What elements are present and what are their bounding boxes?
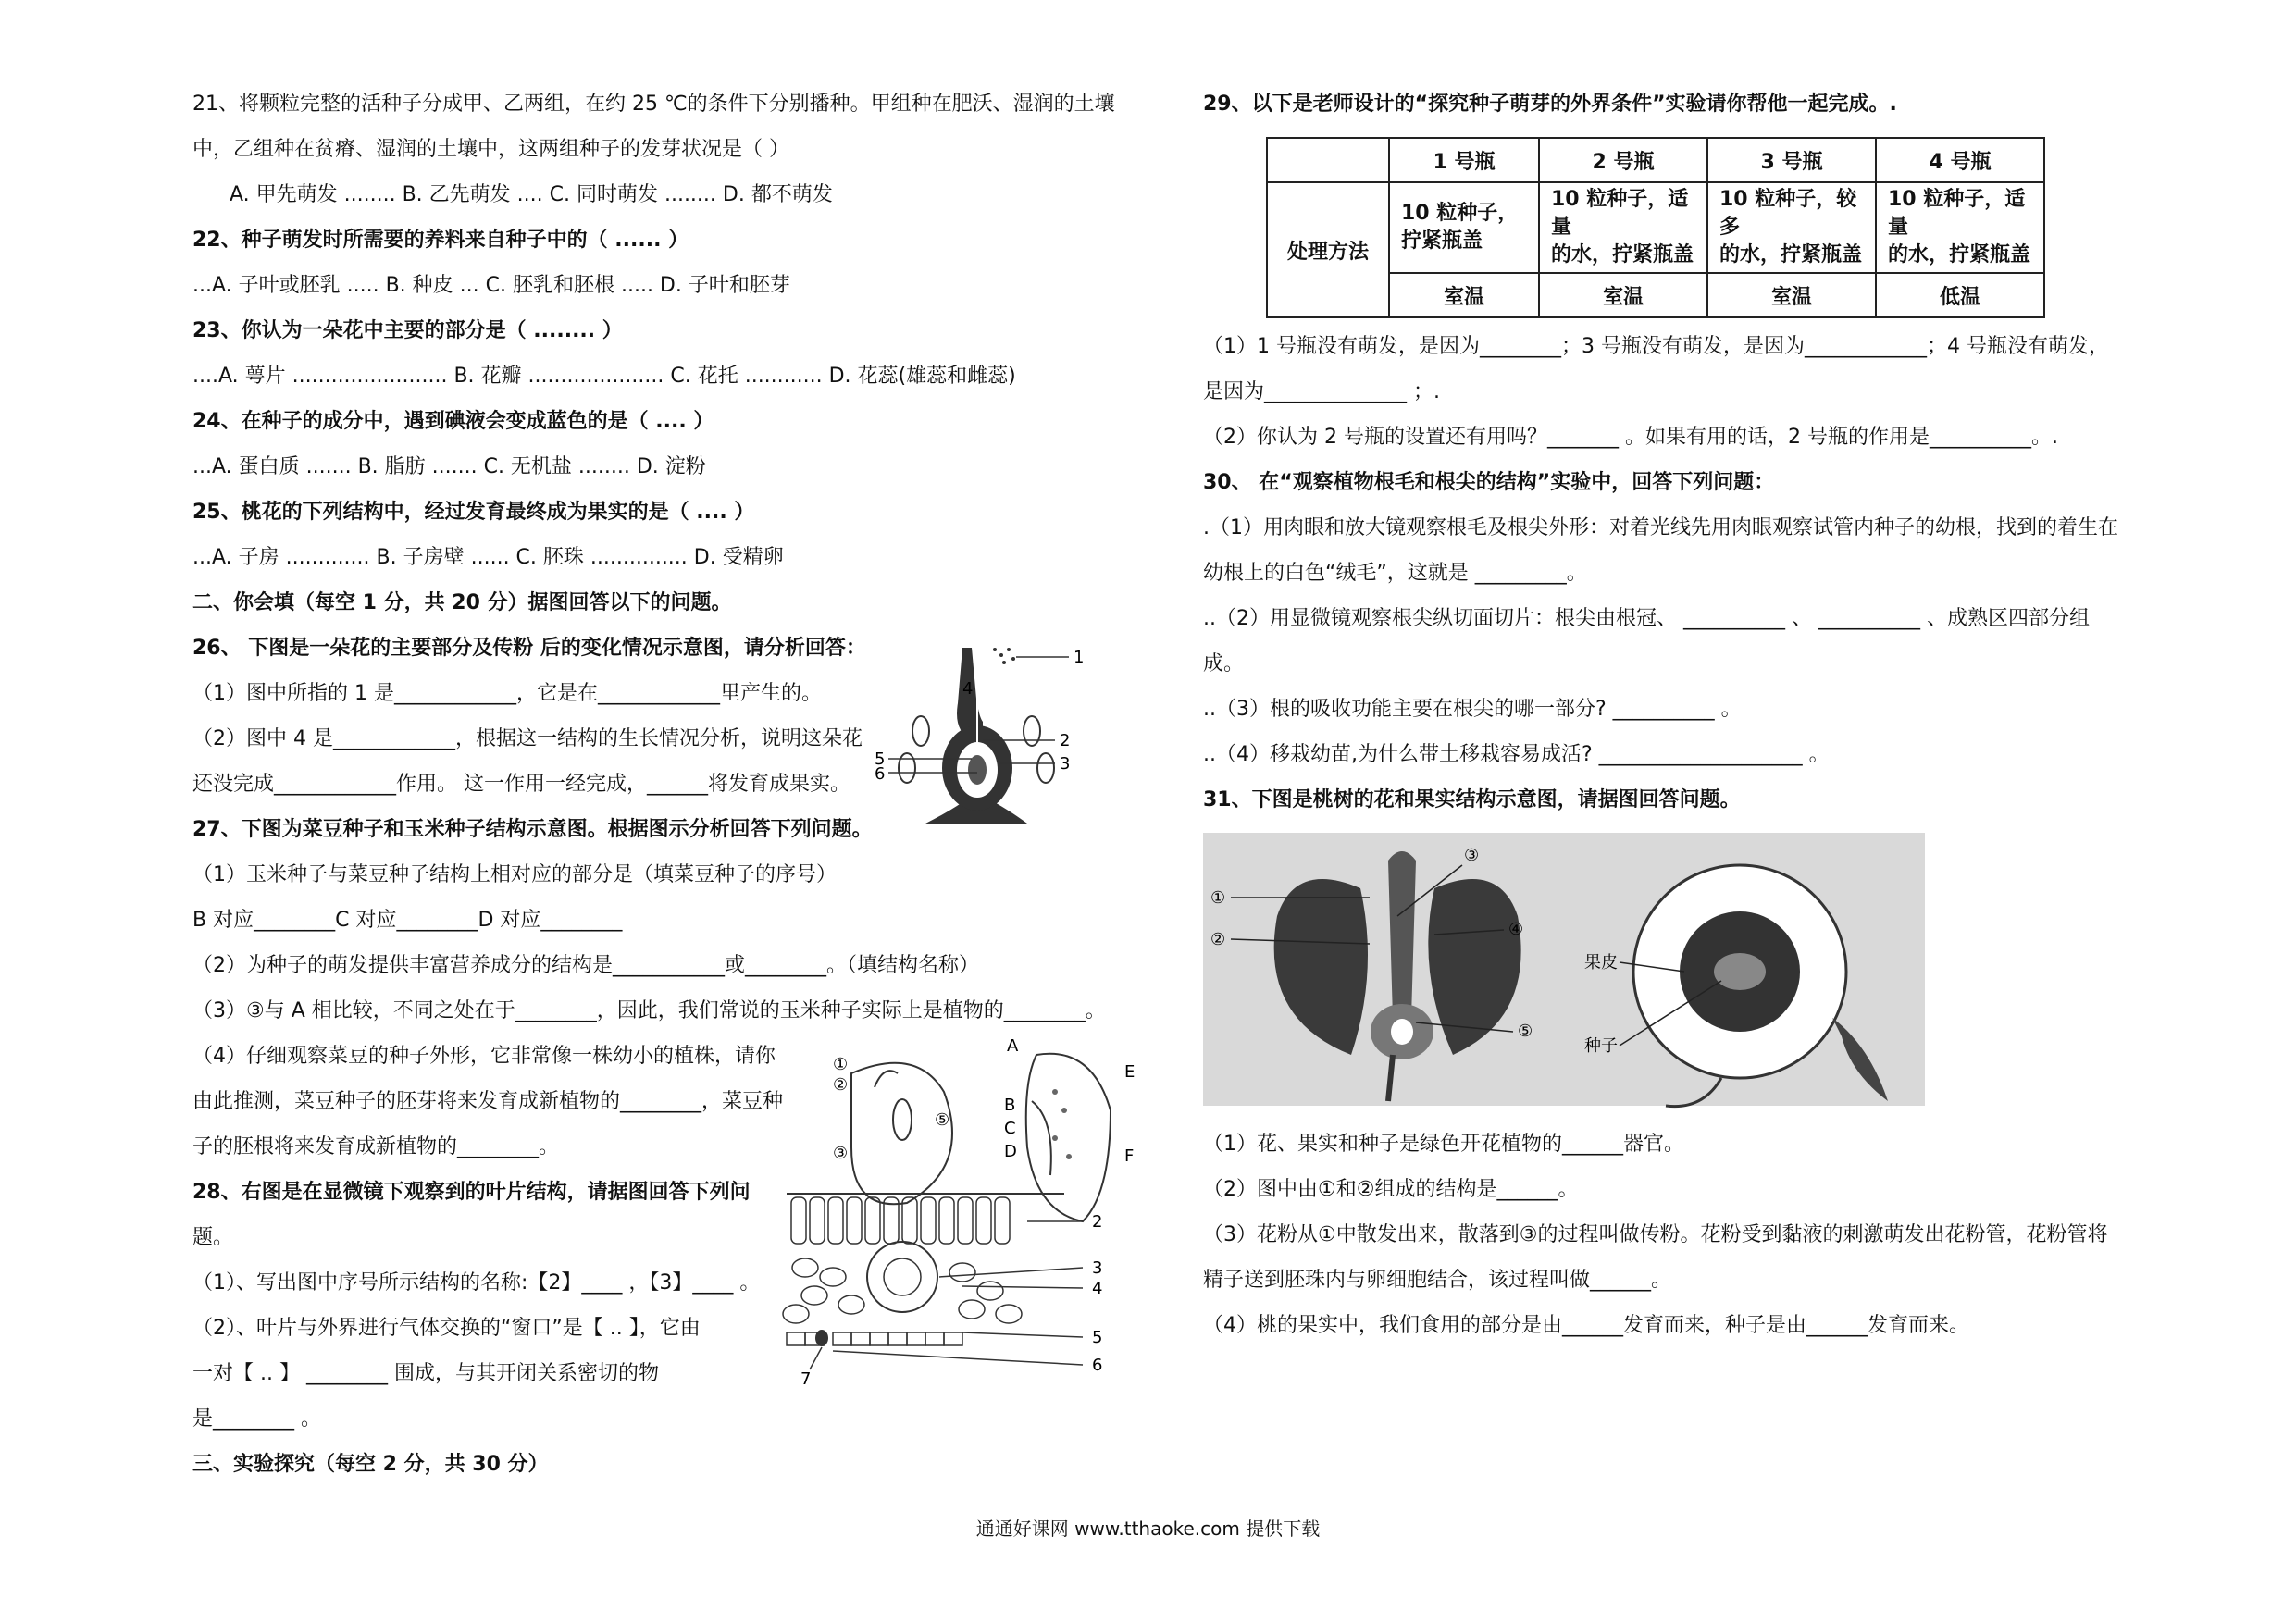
flower-label-2: 2	[1060, 731, 1071, 750]
q27: 27、下图为菜豆种子和玉米种子结构示意图。根据图示分析回答下列问题。	[192, 818, 873, 841]
q27-4: （4）仔细观察菜豆的种子外形，它非常像一株幼小的植株，请你	[192, 1045, 776, 1068]
q28-2c: 是________ 。	[192, 1407, 321, 1431]
anther-right2	[1037, 753, 1054, 783]
leaf-label-3: 3	[1092, 1258, 1103, 1278]
bean-plumule	[875, 1071, 898, 1087]
table-header-cell: 1 号瓶	[1389, 138, 1539, 182]
flower-label-1: 1	[1074, 648, 1085, 667]
section-2-heading: 二、你会填（每空 1 分，共 20 分）据图回答以下的问题。	[192, 591, 732, 614]
q31: 31、下图是桃树的花和果实结构示意图，请据图回答问题。	[1203, 788, 1741, 812]
q27-4b: 由此推测，菜豆种子的胚芽将来发育成新植物的________，菜豆种	[192, 1090, 784, 1113]
leaf-label-2: 2	[1092, 1212, 1103, 1232]
table-header-row	[1267, 138, 2044, 182]
table-cell: 室温	[1539, 273, 1707, 317]
table-cell: 10 粒种子，适量 的水，拧紧瓶盖	[1539, 182, 1707, 273]
q31-3b: 精子送到胚珠内与卵细胞结合，该过程叫做______。	[1203, 1269, 1672, 1292]
q25-options: ...A. 子房 ............. B. 子房壁 ...... C. 胚珠 ............... D. 受精卵	[192, 546, 784, 569]
q30: 30、 在“观察植物根毛和根尖的结构”实验中，回答下列问题：	[1203, 471, 1775, 494]
q31-1: （1）花、果实和种子是绿色开花植物的______器官。	[1203, 1133, 1684, 1156]
q29-1: （1）1 号瓶没有萌发，是因为________；3 号瓶没有萌发，是因为____________；4 号瓶没有萌发，	[1203, 335, 2109, 358]
table-cell: 10 粒种子，适量 的水，拧紧瓶盖	[1876, 182, 2044, 273]
seed-label-B: B	[1004, 1096, 1016, 1115]
seed-label-F: F	[1124, 1146, 1135, 1166]
q26: 26、 下图是一朵花的主要部分及传粉 后的变化情况示意图，请分析回答：	[192, 637, 866, 660]
q27-3: （3）③与 A 相比较，不同之处在于________，因此，我们常说的玉米种子实际上是植物的________。	[192, 999, 1106, 1022]
q21-line2: 中，乙组种在贫瘠、湿润的土壤中，这两组种子的发芽状况是（ ）	[192, 138, 789, 161]
q28-2: （2）、叶片与外界进行气体交换的“窗口”是【 .. 】，它由	[192, 1317, 701, 1340]
q30-4: ..（4）移栽幼苗,为什么带土移栽容易成活? ____________________ 。	[1203, 743, 1830, 766]
row-label: 处理方法	[1267, 182, 1389, 317]
q24-options: ...A. 蛋白质 ....... B. 脂肪 ....... C. 无机盐 ........ D. 淀粉	[192, 455, 706, 478]
q22-options: ...A. 子叶或胚乳 ..... B. 种皮 ... C. 胚乳和胚根 ..... D. 子叶和胚芽	[192, 274, 790, 297]
flower-label-5: 5	[875, 750, 886, 769]
table-header-cell: 4 号瓶	[1876, 138, 2044, 182]
q29-2: （2）你认为 2 号瓶的设置还有用吗？_______ 。如果有用的话，2 号瓶的作用是__________。.	[1203, 426, 2058, 449]
q24: 24、在种子的成分中，遇到碘液会变成蓝色的是（ .... ）	[192, 410, 714, 433]
fruit-label-seed: 种子	[1584, 1036, 1618, 1056]
q27-1b: B 对应________C 对应________D 对应________	[192, 909, 623, 932]
table-cell: 室温	[1389, 273, 1539, 317]
peach-label-4: ④	[1508, 920, 1524, 939]
fruit-label-pericarp: 果皮	[1584, 953, 1618, 973]
q26-2b: 还没完成____________作用。 这一作用一经完成，______将发育成果实。	[192, 773, 850, 796]
table-header-cell: 2 号瓶	[1539, 138, 1707, 182]
seed-label-1: ①	[833, 1055, 849, 1074]
peach-label-2: ②	[1210, 930, 1226, 949]
q23: 23、你认为一朵花中主要的部分是（ ........ ）	[192, 319, 623, 342]
q30-3: ..（3）根的吸收功能主要在根尖的哪一部分? __________ 。	[1203, 698, 1742, 721]
q28-2b: 一对【 .. 】 ________ 围成，与其开闭关系密切的物	[192, 1362, 659, 1385]
seed-label-3: ③	[833, 1144, 849, 1163]
corn-embryo	[1032, 1101, 1051, 1175]
peach-label-5: ⑤	[1518, 1022, 1533, 1041]
bean-cotyledon	[893, 1099, 912, 1140]
table-cell: 低温	[1876, 273, 2044, 317]
peach-seed	[1714, 953, 1766, 990]
q30-1: .（1）用肉眼和放大镜观察根毛及根尖外形：对着光线先用肉眼观察试管内种子的幼根，找到的着生在	[1203, 516, 2118, 539]
pollen-grains	[993, 648, 1015, 664]
peach-label-1: ①	[1210, 888, 1226, 908]
lower-epidermis	[787, 1332, 962, 1345]
q26-2: （2）图中 4 是____________，根据这一结构的生长情况分析，说明这朵花	[192, 727, 863, 750]
q27-1: （1）玉米种子与菜豆种子结构上相对应的部分是（填菜豆种子的序号）	[192, 863, 837, 886]
q31-3: （3）花粉从①中散发出来，散落到③的过程叫做传粉。花粉受到黏液的刺激萌发出花粉管，花粉管将	[1203, 1223, 2108, 1246]
anther-left2	[899, 753, 915, 783]
bean-seed	[851, 1063, 952, 1205]
leaf-label-5: 5	[1092, 1328, 1103, 1347]
q29-1b: 是因为______________ ；.	[1203, 380, 1440, 403]
vein-inner	[884, 1258, 921, 1295]
leaf-label-6: 6	[1092, 1356, 1103, 1375]
embryo-sac	[968, 755, 987, 785]
leaf-label-7: 7	[800, 1369, 812, 1388]
seed-label-5: ⑤	[935, 1110, 950, 1130]
seed-label-D: D	[1004, 1142, 1017, 1161]
table-row	[1267, 182, 2044, 273]
q21-line1: 21、将颗粒完整的活种子分成甲、乙两组，在约 25 ℃的条件下分别播种。甲组种在肥沃、湿润的土壤	[192, 93, 1115, 116]
table-header-cell: 3 号瓶	[1707, 138, 1876, 182]
table-cell: 10 粒种子，较多 的水，拧紧瓶盖	[1707, 182, 1876, 273]
peach-label-3: ③	[1464, 846, 1480, 865]
q26-1: （1）图中所指的 1 是____________，它是在____________里产生的。	[192, 682, 822, 705]
experiment-table	[1266, 137, 2045, 318]
q30-2b: 成。	[1203, 652, 1245, 675]
anther-left1	[912, 716, 929, 746]
corn-shading	[1052, 1089, 1072, 1159]
q30-1b: 幼根上的白色“绒毛”，这就是 _________。	[1203, 562, 1587, 585]
table-cell: 10 粒种子， 拧紧瓶盖	[1389, 182, 1539, 273]
seed-label-E: E	[1124, 1062, 1136, 1082]
leaf-label-4: 4	[1092, 1279, 1103, 1298]
petal-center	[1388, 851, 1416, 1018]
ovule	[1391, 1019, 1413, 1045]
seed-label-C: C	[1004, 1119, 1016, 1138]
anther-right1	[1024, 716, 1040, 746]
seed-label-A: A	[1007, 1036, 1019, 1056]
q30-2: ..（2）用显微镜观察根尖纵切面切片：根尖由根冠、 __________ 、 __________ 、成熟区四部分组	[1203, 607, 2090, 630]
flower-pollination-diagram	[870, 629, 1138, 851]
q23-options: ....A. 萼片 ........................ B. 花瓣 ..................... C. 花托 ............ D. 花蕊(雄蕊和雌蕊)	[192, 365, 1016, 388]
q27-2: （2）为种子的萌发提供丰富营养成分的结构是___________或________。（填结构名称）	[192, 954, 979, 977]
q31-2: （2）图中由①和②组成的结构是______。	[1203, 1178, 1579, 1201]
flower-label-4: 4	[962, 679, 974, 699]
q28: 28、右图是在显微镜下观察到的叶片结构，请据图回答下列问	[192, 1181, 751, 1204]
spongy-cells	[783, 1258, 1022, 1323]
section-3-heading: 三、实验探究（每空 2 分，共 30 分）	[192, 1453, 549, 1476]
guard-cell	[815, 1330, 828, 1346]
page-footer: 通通好课网 www.tthaoke.com 提供下载	[975, 1518, 1321, 1540]
peach-flower-fruit-diagram	[1203, 833, 1925, 1110]
palisade-cells	[791, 1197, 1010, 1244]
vein-bundle	[867, 1242, 937, 1312]
q29: 29、以下是老师设计的“探究种子萌芽的外界条件”实验请你帮他一起完成。.	[1203, 93, 1897, 116]
q31-4: （4）桃的果实中，我们食用的部分是由______发育而来，种子是由______发育而来。	[1203, 1314, 1969, 1337]
q28-1: （1）、写出图中序号所示结构的名称:【2】____ ，【3】____ 。	[192, 1271, 761, 1295]
leaf-cross-section-diagram	[777, 1184, 1129, 1388]
flower-label-6: 6	[875, 764, 886, 784]
q21-options: A. 甲先萌发 ........ B. 乙先萌发 .... C. 同时萌发 ........ D. 都不萌发	[230, 183, 833, 206]
table-header-cell	[1267, 138, 1389, 182]
q28b: 题。	[192, 1226, 234, 1249]
q22: 22、种子萌发时所需要的养料来自种子中的（ ...... ）	[192, 229, 689, 252]
flower-label-3: 3	[1060, 754, 1071, 774]
seed-label-2: ②	[833, 1075, 849, 1095]
table-cell: 室温	[1707, 273, 1876, 317]
q25: 25、桃花的下列结构中，经过发育最终成为果实的是（ .... ）	[192, 501, 755, 524]
q27-4c: 子的胚根将来发育成新植物的________。	[192, 1135, 560, 1158]
